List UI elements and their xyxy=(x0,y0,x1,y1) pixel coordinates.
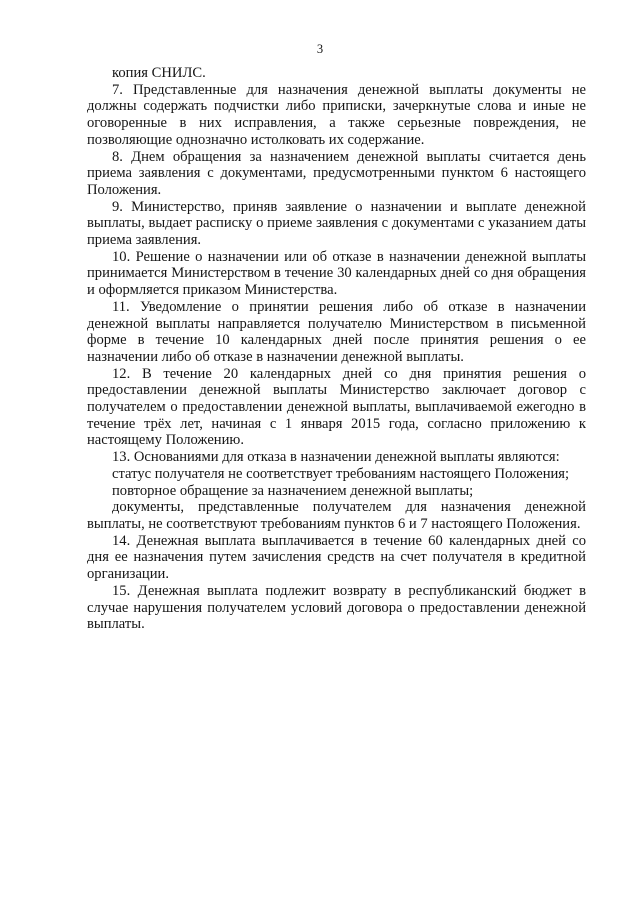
paragraph-11: 11. Уведомление о принятии решения либо об отказе в назначении денежной выплаты направляется получателю Министерством в письменной форме в течение 10 календарных дней после принятия решения о ее назначении либо об отказе в назначении денежной выплаты. xyxy=(87,298,586,365)
paragraph-13-item-3: документы, представленные получателем для назначения денежной выплаты, не соответствуют требованиям пунктов 6 и 7 настоящего Положения. xyxy=(87,499,586,532)
paragraph-13-item-2: повторное обращение за назначением денежной выплаты; xyxy=(112,482,474,499)
paragraph-7: 7. Представленные для назначения денежной выплаты документы не должны содержать подчистки либо приписки, зачеркнутые слова и иные не оговоренные в них исправления, а также серьезные повреждения, не позволяющие однозначно истолковать их содержание. xyxy=(87,81,586,148)
document-body xyxy=(87,65,586,633)
paragraph-12: 12. В течение 20 календарных дней со дня принятия решения о предоставлении денежной выплаты Министерство заключает договор с получателем о предоставлении денежной выплаты, выплачиваемой ежегодно в течение трёх лет, начиная с 1 января 2015 года, согласно приложению к настоящему Положению. xyxy=(87,365,586,449)
paragraph-snils-copy: копия СНИЛС. xyxy=(112,65,206,81)
paragraph-10: 10. Решение о назначении или об отказе в назначении денежной выплаты принимается Министерством в течение 30 календарных дней со дня обращения и оформляется приказом Министерства. xyxy=(87,248,586,299)
paragraph-9: 9. Министерство, приняв заявление о назначении и выплате денежной выплаты, выдает расписку о приеме заявления с документами с указанием даты приема заявления. xyxy=(87,198,586,249)
page-number: 3 xyxy=(316,42,324,56)
paragraph-13: 13. Основаниями для отказа в назначении денежной выплаты являются: xyxy=(112,449,560,466)
paragraph-13-item-1: статус получателя не соответствует требованиям настоящего Положения; xyxy=(112,465,570,482)
paragraph-8: 8. Днем обращения за назначением денежной выплаты считается день приема заявления с документами, предусмотренными пунктом 6 настоящего Положения. xyxy=(87,148,586,198)
paragraph-15: 15. Денежная выплата подлежит возврату в республиканский бюджет в случае нарушения получателем условий договора о предоставлении денежной выплаты. xyxy=(87,582,586,633)
paragraph-14: 14. Денежная выплата выплачивается в течение 60 календарных дней со дня ее назначения путем зачисления средств на счет получателя в кредитной организации. xyxy=(87,532,586,583)
